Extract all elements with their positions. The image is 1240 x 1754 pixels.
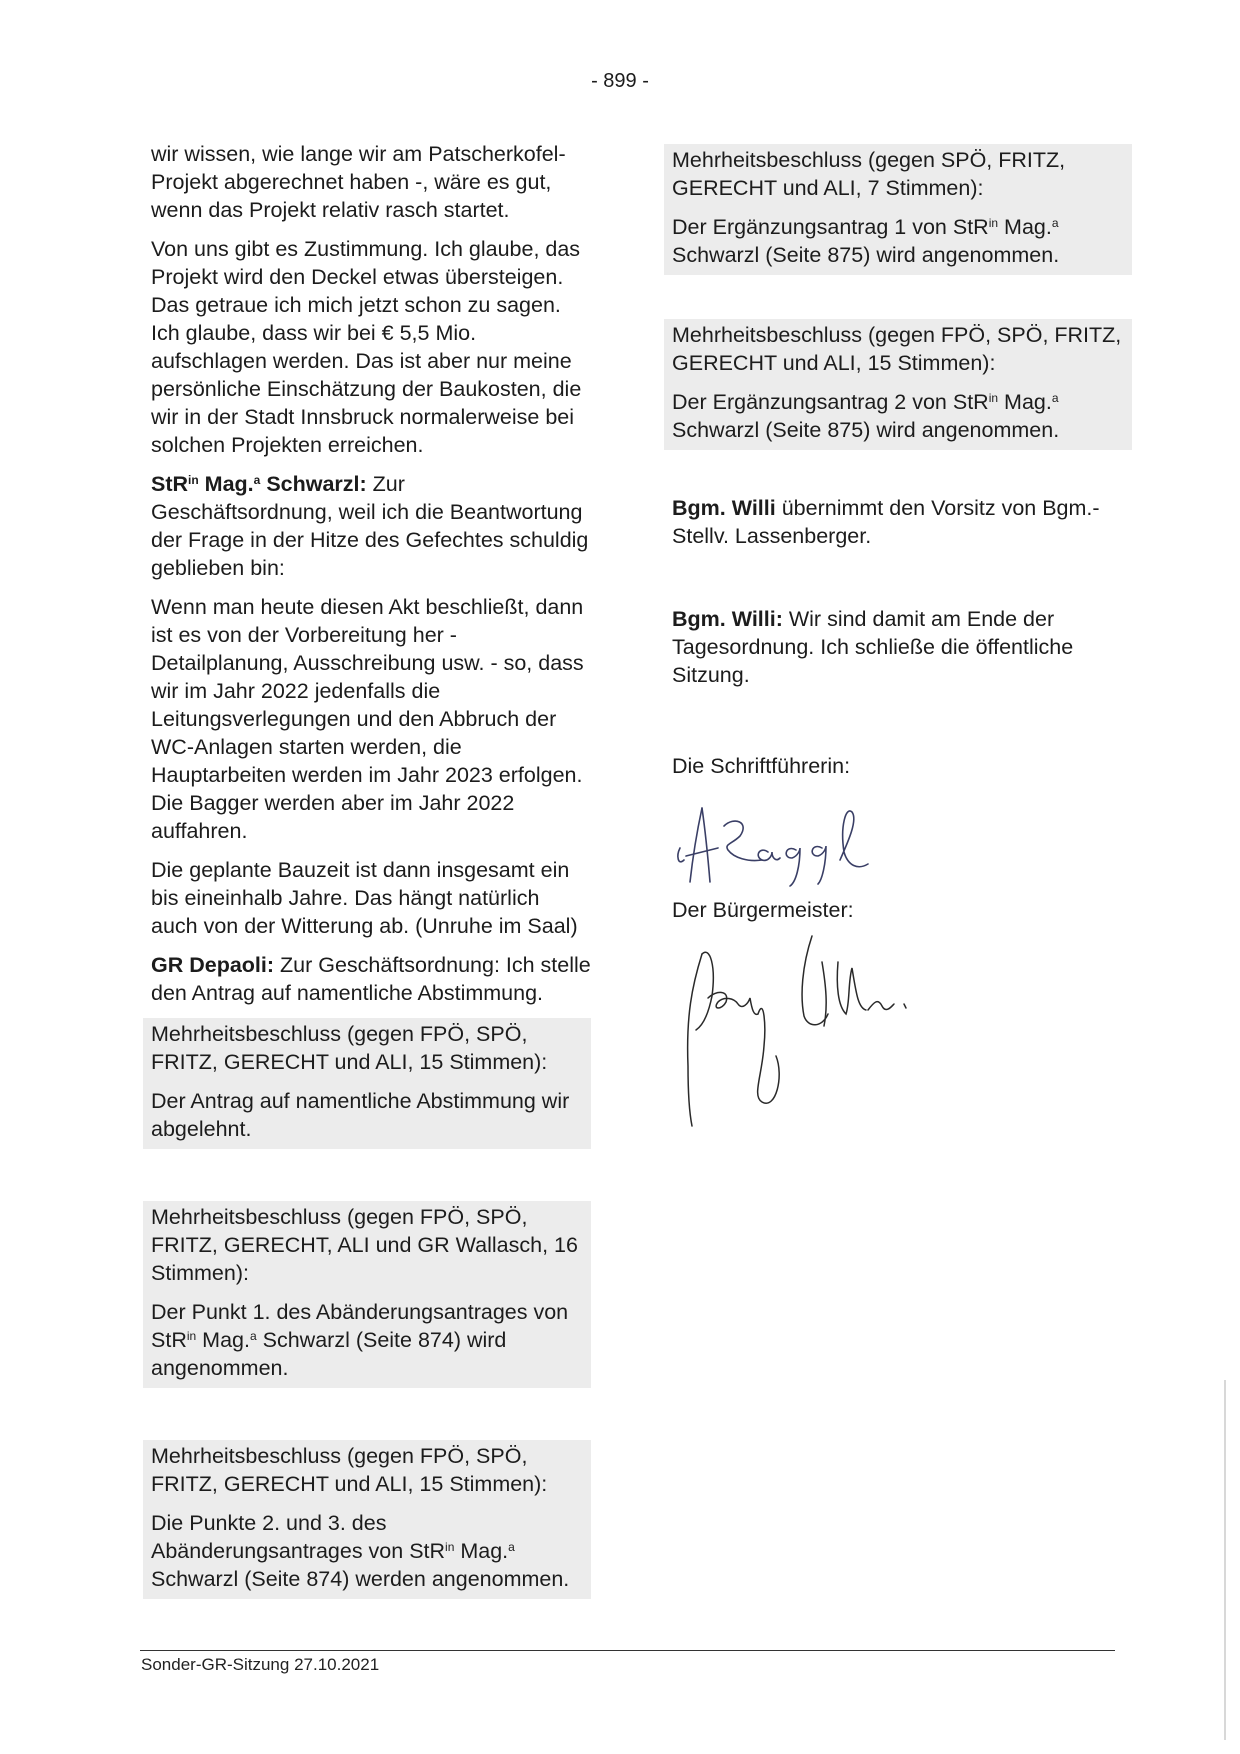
paragraph: Die geplante Bauzeit ist dann insgesamt ein bis eineinhalb Jahre. Das hängt natürlich auch von der Witterung ab. (Unruhe im Saal)	[151, 858, 578, 938]
resolution-heading: Mehrheitsbeschluss (gegen FPÖ, SPÖ, FRITZ, GERECHT und ALI, 15 Stimmen):	[672, 323, 1122, 375]
speaker-paragraph	[672, 494, 1132, 550]
resolution-block	[664, 144, 1132, 275]
resolution-text: Der Punkt 1. des Abänderungsantrages von StR$^{in}$ Mag.$^a$ Schwarzl (Seite 874) wird angenommen.	[151, 1300, 569, 1380]
paragraph: Wenn man heute diesen Akt beschließt, dann ist es von der Vorbereitung her - Detailplanung, Ausschreibung usw. - so, dass wir im Jahr 2022 jedenfalls die Leitungsverlegungen und den Abbruch der WC-Anlagen starten werden, die Hauptarbeiten werden im Jahr 2023 erfolgen. Die Bagger werden aber im Jahr 2022 auffahren.	[151, 595, 584, 843]
speaker-name: Bgm. Willi:	[672, 607, 783, 631]
secretary-signature	[672, 786, 902, 896]
resolution-text: Der Ergänzungsantrag 1 von StR$^{in}$ Mag.$^a$ Schwarzl (Seite 875) wird angenommen.	[672, 215, 1060, 267]
resolution-block	[143, 1201, 591, 1388]
speaker-paragraph	[672, 605, 1132, 689]
secretary-label: Die Schriftführerin:	[672, 754, 851, 778]
resolution-text: Die Punkte 2. und 3. des Abänderungsantrages von StR$^{in}$ Mag.$^a$ Schwarzl (Seite 874) werden angenommen.	[151, 1511, 570, 1591]
page-edge-shadow	[1224, 1380, 1226, 1740]
resolution-block	[143, 1018, 591, 1149]
paragraph: Von uns gibt es Zustimmung. Ich glaube, das Projekt wird den Deckel etwas übersteigen. Das getraue ich mich jetzt schon zu sagen. Ich glaube, dass wir bei € 5,5 Mio. aufschlagen werden. Das ist aber nur meine persönliche Einschätzung der Baukosten, die wir in der Stadt Innsbruck normalerweise bei solchen Projekten erreichen.	[151, 237, 582, 457]
resolution-block	[664, 319, 1132, 450]
resolution-heading: Mehrheitsbeschluss (gegen FPÖ, SPÖ, FRITZ, GERECHT und ALI, 15 Stimmen):	[151, 1444, 548, 1496]
speaker-name: Bgm. Willi	[672, 496, 776, 520]
speaker-paragraph	[151, 951, 591, 1007]
paragraph: wir wissen, wie lange wir am Patscherkofel-Projekt abgerechnet haben -, wäre es gut, wenn das Projekt relativ rasch startet.	[151, 142, 566, 222]
resolution-heading: Mehrheitsbeschluss (gegen FPÖ, SPÖ, FRITZ, GERECHT, ALI und GR Wallasch, 16 Stimmen):	[151, 1205, 578, 1285]
resolution-text: Der Antrag auf namentliche Abstimmung wir abgelehnt.	[151, 1089, 570, 1141]
speech-text: Zur Geschäftsordnung: Ich stelle den Antrag auf namentliche Abstimmung.	[151, 953, 591, 1005]
mayor-label: Der Bürgermeister:	[672, 898, 854, 922]
resolution-text: Der Ergänzungsantrag 2 von StR$^{in}$ Mag.$^a$ Schwarzl (Seite 875) wird angenommen.	[672, 390, 1060, 442]
speech-text: übernimmt den Vorsitz von Bgm.-Stellv. Lassenberger.	[672, 496, 1100, 548]
speaker-paragraph	[151, 470, 591, 582]
left-column	[151, 140, 591, 1599]
right-column	[672, 144, 1132, 1136]
speech-text: Zur Geschäftsordnung, weil ich die Beantwortung der Frage in der Hitze des Gefechtes schuldig geblieben bin:	[151, 472, 589, 580]
page-number: - 899 -	[591, 70, 649, 92]
footer-text: Sonder-GR-Sitzung 27.10.2021	[141, 1655, 380, 1674]
footer-divider	[140, 1650, 1115, 1651]
speech-text: Wir sind damit am Ende der Tagesordnung. Ich schließe die öffentliche Sitzung.	[672, 607, 1074, 687]
speaker-name: StR$^{in}$ Mag.$^a$ Schwarzl:	[151, 472, 367, 496]
resolution-block	[143, 1440, 591, 1599]
mayor-signature	[672, 906, 952, 1136]
resolution-heading: Mehrheitsbeschluss (gegen FPÖ, SPÖ, FRITZ, GERECHT und ALI, 15 Stimmen):	[151, 1022, 548, 1074]
resolution-heading: Mehrheitsbeschluss (gegen SPÖ, FRITZ, GERECHT und ALI, 7 Stimmen):	[672, 148, 1066, 200]
speaker-name: GR Depaoli:	[151, 953, 275, 977]
